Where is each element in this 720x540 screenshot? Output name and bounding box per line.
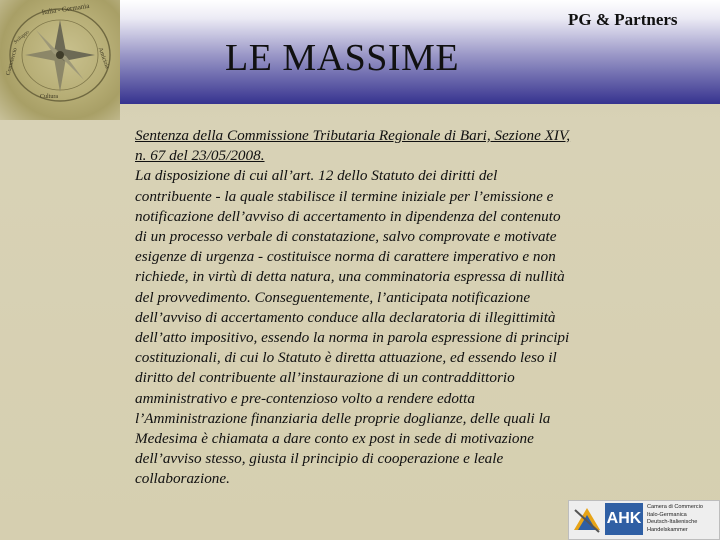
logo	[0, 0, 120, 120]
ahk-logo-box: AHK	[605, 503, 643, 535]
logo-ring-text-1: Italia - Germania	[41, 1, 90, 17]
ruling-body-line: esigenze di urgenza - costituisce norma di carattere imperativo e non	[135, 248, 556, 266]
ahk-line: Handelskammer	[647, 526, 688, 533]
ruling-body-line: Medesima è chiamata a dare conto ex post in sede di motivazione	[135, 430, 534, 448]
ahk-line: Italo-Germanica	[647, 511, 687, 518]
logo-ring-text-2: Amicizia	[96, 46, 110, 70]
ruling-body-line: notificazione dell’avviso di accertamento in dipendenza del contenuto	[135, 207, 561, 225]
ahk-chamber-name	[647, 504, 717, 534]
ruling-body-line: collaborazione.	[135, 470, 230, 488]
ruling-heading-line-1: Sentenza della Commissione Tributaria Regionale di Bari, Sezione XIV,	[135, 127, 571, 144]
ruling-body-line: dell’avviso stesso, giusta il principio di cooperazione e leale	[135, 450, 504, 468]
logo-ring-text-4: Cultura	[40, 94, 58, 100]
ruling-body-line: diritto del contribuente all’instaurazione di un contraddittorio	[135, 369, 515, 387]
ruling-body-line: del provvedimento. Conseguentemente, l’anticipata notificazione	[135, 288, 531, 306]
ruling-body-line: costituzionali, di cui lo Statuto è diretta attuazione, ed essendo leso il	[135, 349, 557, 367]
ruling-body-line: di un processo verbale di constatazione, salvo comprovate e motivate	[135, 228, 557, 246]
ahk-emblem-icon	[572, 504, 602, 534]
ruling-body-line: l’Amministrazione finanziaria delle proprie doglianze, delle quali la	[135, 409, 551, 427]
logo-ring-text-5: Sviluppo	[13, 29, 31, 46]
ahk-badge	[568, 500, 720, 540]
compass-rose-icon	[0, 0, 120, 120]
ruling-body-line: dell’atto impositivo, essendo la norma in parola espressione di principi	[135, 329, 570, 347]
firm-name: PG & Partners	[568, 10, 678, 29]
ruling-text	[135, 126, 670, 490]
ruling-heading-line-2: n. 67 del 23/05/2008.	[135, 147, 265, 165]
logo-ring-text-3: Commercio	[5, 47, 19, 77]
ruling-body-line: dell’avviso di accertamento conduce alla declaratoria di illegittimità	[135, 308, 556, 326]
ruling-body-line: contribuente - la quale stabilisce il termine iniziale per l’emissione e	[135, 187, 554, 205]
ruling-body-line: richiede, in virtù di detta natura, una comminatoria espressa di nullità	[135, 268, 565, 286]
ahk-line: Deutsch-Italienische	[647, 519, 698, 526]
ahk-line: Camera di Commercio	[647, 504, 703, 510]
ruling-body-line: La disposizione di cui all’art. 12 dello Statuto dei diritti del	[135, 167, 498, 185]
page-title: LE MASSIME	[225, 37, 460, 79]
ruling-body-line: amministrativo e pre-contenzioso volto a rendere edotta	[135, 389, 475, 407]
